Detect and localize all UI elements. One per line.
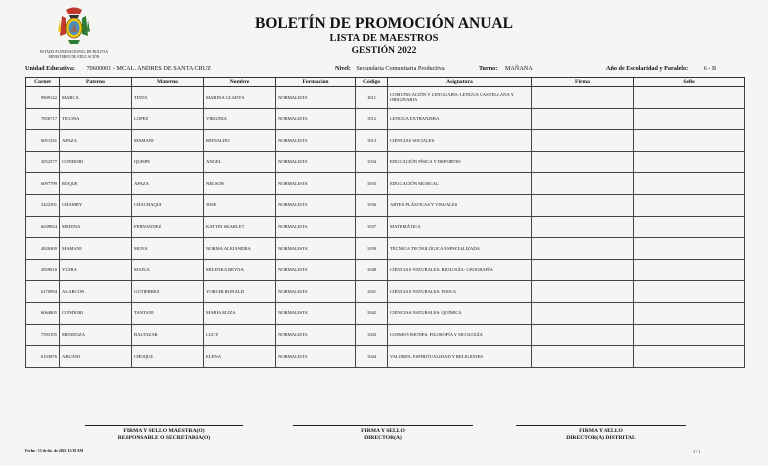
col-header-paterno: Paterno — [60, 78, 132, 87]
cell-firma[interactable] — [532, 216, 634, 238]
cell-nombre: VIRGINIA — [204, 108, 276, 130]
col-header-formacion: Formacion — [276, 78, 356, 87]
cell-carnet: 6064805 — [26, 302, 60, 324]
cell-firma[interactable] — [532, 194, 634, 216]
table-row — [26, 238, 745, 260]
title-block — [234, 14, 534, 57]
turno — [479, 65, 533, 72]
signature-sublabel: DIRECTOR(A) — [364, 434, 402, 441]
cell-asignatura: VALORES, ESPIRITUALIDAD Y RELIGIONES — [388, 346, 532, 368]
signature-label: FIRMA Y SELLO — [361, 428, 405, 434]
cell-codigo: 1013 — [356, 130, 388, 152]
cell-paterno: CONDORI — [60, 151, 132, 173]
cell-paterno: YUJRA — [60, 259, 132, 281]
cell-formacion: NORMALISTA — [276, 108, 356, 130]
cell-carnet: 4959610 — [26, 259, 60, 281]
table-row — [26, 151, 745, 173]
cell-nombre: MARIA ELIZA — [204, 302, 276, 324]
cell-nombre: LUCY — [204, 324, 276, 346]
table-row — [26, 87, 745, 109]
cell-asignatura: LENGUA EXTRANJERA — [388, 108, 532, 130]
cell-codigo: 1035 — [356, 173, 388, 195]
nivel-value: Secundaria Comunitaria Productiva — [356, 65, 445, 72]
table-row — [26, 346, 745, 368]
turno-label: Turno: — [479, 65, 498, 72]
cell-asignatura: EDUCACIÓN MUSICAL — [388, 173, 532, 195]
cell-carnet: 6051541 — [26, 130, 60, 152]
cell-sello[interactable] — [634, 281, 745, 303]
cell-paterno: CHAMBY — [60, 194, 132, 216]
cell-materno: CHOQUE — [132, 346, 204, 368]
cell-materno: QUISPE — [132, 151, 204, 173]
nivel — [335, 65, 445, 72]
table-row — [26, 173, 745, 195]
cell-firma[interactable] — [532, 238, 634, 260]
cell-codigo: 1037 — [356, 216, 388, 238]
cell-materno: APAZA — [132, 173, 204, 195]
cell-sello[interactable] — [634, 259, 745, 281]
cell-paterno: MARCA — [60, 87, 132, 109]
ministry-logo — [24, 6, 124, 64]
cell-firma[interactable] — [532, 173, 634, 195]
cell-formacion: NORMALISTA — [276, 346, 356, 368]
table-row — [26, 194, 745, 216]
cell-sello[interactable] — [634, 151, 745, 173]
signature-label: FIRMA Y SELLO — [579, 428, 623, 434]
col-header-codigo: Código — [356, 78, 388, 87]
page-number: 1 / 1 — [693, 449, 701, 454]
cell-firma[interactable] — [532, 324, 634, 346]
cell-materno: MAMANI — [132, 130, 204, 152]
cell-firma[interactable] — [532, 130, 634, 152]
cell-firma[interactable] — [532, 108, 634, 130]
cell-firma[interactable] — [532, 346, 634, 368]
col-header-materno: Materno — [132, 78, 204, 87]
cell-asignatura: CIENCIAS NATURALES: QUÍMICA — [388, 302, 532, 324]
unidad-educativa — [25, 65, 211, 72]
cell-codigo: 1044 — [356, 346, 388, 368]
unidad-value: 70600001 - MCAL. ANDRES DE SANTA CRUZ — [86, 65, 212, 72]
anio-paralelo — [606, 65, 716, 72]
table-row — [26, 324, 745, 346]
cell-codigo: 1011 — [356, 87, 388, 109]
cell-nombre: NELSON — [204, 173, 276, 195]
table-header-row — [26, 78, 745, 87]
cell-nombre: KATTIN SKARLET — [204, 216, 276, 238]
cell-carnet: 9809142 — [26, 87, 60, 109]
anio-value: 6 - B — [703, 65, 717, 72]
cell-formacion: NORMALISTA — [276, 130, 356, 152]
cell-formacion: NORMALISTA — [276, 281, 356, 303]
report-year: GESTIÓN 2022 — [351, 46, 417, 56]
cell-materno: CHACHAQUI — [132, 194, 204, 216]
table-body — [26, 87, 745, 368]
cell-formacion: NORMALISTA — [276, 302, 356, 324]
cell-paterno: ALARCON — [60, 281, 132, 303]
cell-codigo: 1034 — [356, 151, 388, 173]
cell-carnet: 4820409 — [26, 238, 60, 260]
cell-asignatura: COMUNICACIÓN Y LENGUAJES: LENGUA CASTELLANA Y ORIGINARIA — [388, 87, 532, 109]
cell-carnet: 3422391 — [26, 194, 60, 216]
report-subtitle: LISTA DE MAESTROS — [329, 33, 439, 44]
nivel-label: Nivel: — [335, 65, 351, 72]
cell-asignatura: EDUCACIÓN FÍSICA Y DEPORTES — [388, 151, 532, 173]
cell-formacion: NORMALISTA — [276, 151, 356, 173]
table-row — [26, 302, 745, 324]
cell-sello[interactable] — [634, 173, 745, 195]
cell-nombre: JOSE — [204, 194, 276, 216]
cell-formacion: NORMALISTA — [276, 173, 356, 195]
col-header-sello: Sello — [634, 78, 745, 87]
cell-formacion: NORMALISTA — [276, 87, 356, 109]
cell-paterno: MEDINA — [60, 216, 132, 238]
signature-sublabel: RESPONSABLE O SECRETARIA(O) — [117, 434, 211, 441]
cell-paterno: MAMANI — [60, 238, 132, 260]
cell-codigo: 1043 — [356, 324, 388, 346]
cell-carnet: 6103876 — [26, 346, 60, 368]
cell-firma[interactable] — [532, 151, 634, 173]
cell-nombre: MILENKA REYNA — [204, 259, 276, 281]
cell-firma[interactable] — [532, 302, 634, 324]
table-row — [26, 281, 745, 303]
cell-codigo: 1036 — [356, 194, 388, 216]
cell-sello[interactable] — [634, 130, 745, 152]
cell-nombre: ANGEL — [204, 151, 276, 173]
cell-asignatura: COSMOVISIONES, FILOSOFÍA Y SICOLOGÍA — [388, 324, 532, 346]
report-title: BOLETÍN DE PROMOCIÓN ANUAL — [255, 15, 513, 32]
cell-firma[interactable] — [532, 259, 634, 281]
cell-paterno: CONDORI — [60, 302, 132, 324]
cell-asignatura: CIENCIAS NATURALES: BIOLOGÍA- GEOGRAFÍA — [388, 259, 532, 281]
turno-value: MAÑANA — [504, 65, 533, 72]
cell-materno: BALTAZAR — [132, 324, 204, 346]
cell-codigo: 1042 — [356, 302, 388, 324]
cell-materno: TINTA — [132, 87, 204, 109]
cell-asignatura: MATEMÁTICA — [388, 216, 532, 238]
cell-paterno: ARUANI — [60, 346, 132, 368]
cell-sello[interactable] — [634, 302, 745, 324]
cell-sello[interactable] — [634, 324, 745, 346]
signature-label: FIRMA Y SELLO MAESTRA(O) — [123, 428, 205, 434]
cell-codigo: 1012 — [356, 108, 388, 130]
cell-sello[interactable] — [634, 194, 745, 216]
cell-formacion: NORMALISTA — [276, 238, 356, 260]
cell-firma[interactable] — [532, 281, 634, 303]
cell-materno: MOYA — [132, 238, 204, 260]
cell-carnet: 7593105 — [26, 324, 60, 346]
table-row — [26, 216, 745, 238]
cell-formacion: NORMALISTA — [276, 324, 356, 346]
cell-materno: MAJUA — [132, 259, 204, 281]
cell-formacion: NORMALISTA — [276, 194, 356, 216]
signature-maestro — [85, 425, 243, 441]
col-header-firma: Firma — [532, 78, 634, 87]
cell-carnet: 6097799 — [26, 173, 60, 195]
cell-asignatura: CIENCIAS SOCIALES — [388, 130, 532, 152]
cell-asignatura: ARTES PLÁSTICAS Y VISUALES — [388, 194, 532, 216]
signature-sublabel: DIRECTOR(A) DISTRITAL — [566, 434, 636, 441]
cell-asignatura: CIENCIAS NATURALES: FISICA — [388, 281, 532, 303]
cell-codigo: 1041 — [356, 281, 388, 303]
unidad-label: Unidad Educativa: — [25, 65, 76, 72]
cell-carnet: 6170994 — [26, 281, 60, 303]
table-row — [26, 130, 745, 152]
cell-carnet: 6039824 — [26, 216, 60, 238]
cell-codigo: 1039 — [356, 238, 388, 260]
cell-carnet: 3052577 — [26, 151, 60, 173]
cell-firma[interactable] — [532, 87, 634, 109]
cell-nombre: YORCHI RONALD — [204, 281, 276, 303]
cell-codigo: 1040 — [356, 259, 388, 281]
cell-paterno: ROQUE — [60, 173, 132, 195]
cell-formacion: NORMALISTA — [276, 259, 356, 281]
logo-text-ministry: MINISTERIO DE EDUCACIÓN — [48, 55, 100, 59]
cell-paterno: MENDOZA — [60, 324, 132, 346]
cell-paterno: APAZA — [60, 130, 132, 152]
cell-formacion: NORMALISTA — [276, 216, 356, 238]
cell-nombre: ELENA — [204, 346, 276, 368]
anio-label: Año de Escolaridad y Paralelo: — [606, 65, 689, 72]
cell-paterno: TICONA — [60, 108, 132, 130]
cell-sello[interactable] — [634, 346, 745, 368]
logo-text-state: ESTADO PLURINACIONAL DE BOLIVIA — [39, 50, 109, 54]
cell-carnet: 7856717 — [26, 108, 60, 130]
teachers-table — [25, 77, 745, 368]
cell-nombre: NORMA ALEJANDRA — [204, 238, 276, 260]
cell-nombre: MARINA GLADYS — [204, 87, 276, 109]
cell-materno: LOPEZ — [132, 108, 204, 130]
bolivia-coat-of-arms-icon — [58, 6, 90, 46]
signature-director — [293, 425, 473, 441]
cell-materno: TANTANI — [132, 302, 204, 324]
cell-materno: FERNANDEZ — [132, 216, 204, 238]
table-row — [26, 108, 745, 130]
cell-sello[interactable] — [634, 108, 745, 130]
cell-sello[interactable] — [634, 238, 745, 260]
col-header-carnet: Carnet — [26, 78, 60, 87]
table-row — [26, 259, 745, 281]
cell-materno: GUTIERREZ — [132, 281, 204, 303]
col-header-nombre: Nombre — [204, 78, 276, 87]
cell-nombre: REINALDO — [204, 130, 276, 152]
cell-asignatura: TÉCNICA TECNOLÓGICA ESPECIALIZADA — [388, 238, 532, 260]
cell-sello[interactable] — [634, 216, 745, 238]
signature-director-distrital — [516, 425, 686, 441]
col-header-asignatura: Asignatura — [388, 78, 532, 87]
cell-sello[interactable] — [634, 87, 745, 109]
print-date: Fecha - 13 de dic. de 2022 11:39 AM — [25, 449, 84, 453]
